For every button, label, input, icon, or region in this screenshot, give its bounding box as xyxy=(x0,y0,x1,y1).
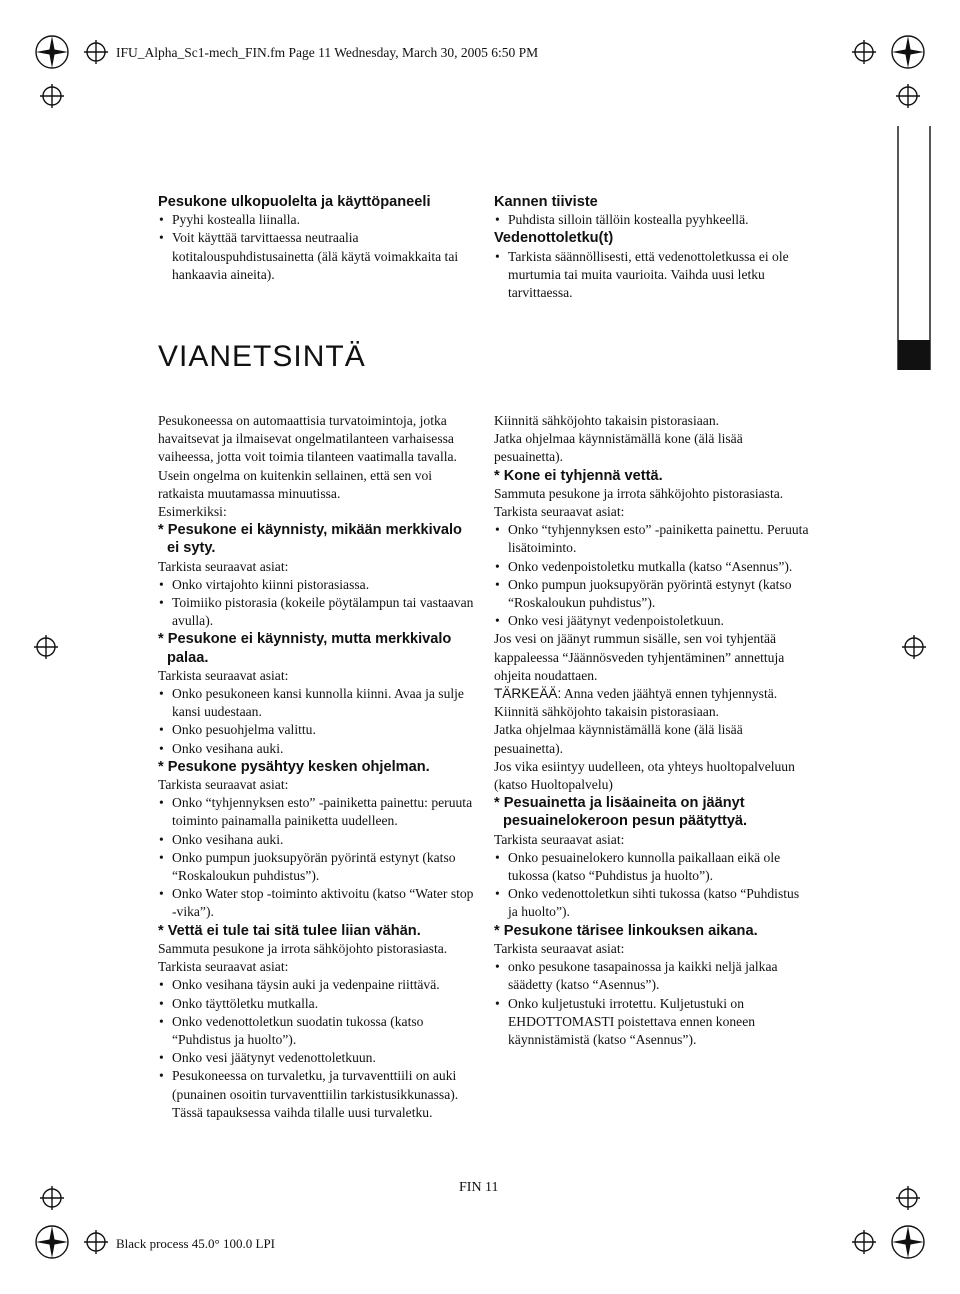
instruction-text: Jos vika esiintyy uudelleen, ota yhteys huoltopalveluun (katso Huoltopalvelu) xyxy=(494,758,795,793)
list-item: • Onko pesuohjelma valittu. xyxy=(158,721,474,739)
seal-hose-section xyxy=(494,193,810,302)
list-item: • Onko virtajohto kiinni pistorasiassa. xyxy=(158,576,474,594)
check-label: Tarkista seuraavat asiat: xyxy=(158,777,289,793)
problem-heading: * Kone ei tyhjennä vettä. xyxy=(494,467,663,484)
troubleshooting-left-column xyxy=(158,412,474,1122)
problem-heading: * Pesukone ei käynnisty, mutta merkkivalo palaa. xyxy=(158,631,452,666)
list-item: • Onko “tyhjennyksen esto” -painiketta painettu: peruuta toiminto painamalla painiketta uudelleen. xyxy=(158,794,474,830)
instruction-text: Jatka ohjelmaa käynnistämällä kone (älä lisää pesuainetta). xyxy=(494,431,743,465)
instruction-text: Jatka ohjelmaa käynnistämällä kone (älä lisää pesuainetta). xyxy=(494,722,743,756)
check-label: Tarkista seuraavat asiat: xyxy=(158,667,289,683)
important-text: Anna veden jäähtyä ennen tyhjennystä. xyxy=(561,686,778,702)
list-item: • Puhdista silloin tällöin kostealla pyyhkeellä. xyxy=(494,211,810,229)
list-item: • Pesukoneessa on turvaletku, ja turvaventtiili on auki (punainen osoitin turvaventtiilin tarkistusikkunassa). Tässä tapauksessa vaihda tilalle uusi turvaletku. xyxy=(158,1067,474,1122)
page-tab-marker xyxy=(898,340,930,370)
inlet-hose-heading: Vedenottoletku(t) xyxy=(494,230,614,247)
list-item: • Onko vedenottoletkun suodatin tukossa (katso “Puhdistus ja huolto”). xyxy=(158,1013,474,1049)
list-item: • Onko Water stop -toiminto aktivoitu (katso “Water stop -vika”). xyxy=(158,885,474,921)
check-label: Tarkista seuraavat asiat: xyxy=(494,940,625,956)
instruction-text: Jos vesi on jäänyt rummun sisälle, sen voi tyhjentää kappaleessa “Jäännösveden tyhjentäminen” annettuja ohjeita noudattaen. xyxy=(494,631,785,683)
troubleshooting-right-column xyxy=(494,412,810,1049)
check-label: Tarkista seuraavat asiat: xyxy=(158,558,289,574)
exterior-cleaning-section xyxy=(158,193,474,284)
list-item: • Onko kuljetustuki irrotettu. Kuljetustuki on EHDOTTOMASTI poistettava ennen koneen käynnistämistä (katso “Asennus”). xyxy=(494,995,810,1050)
exterior-cleaning-heading: Pesukone ulkopuolelta ja käyttöpaneeli xyxy=(158,194,431,210)
print-info: Black process 45.0° 100.0 LPI xyxy=(116,1236,276,1251)
list-item: • Toimiiko pistorasia (kokeile pöytälampun tai vastaavan avulla). xyxy=(158,594,474,630)
list-item: • Onko vesi jäätynyt vedenpoistoletkuun. xyxy=(494,612,810,630)
list-item: • Onko pumpun juoksupyörän pyörintä estynyt (katso “Roskaloukun puhdistus”). xyxy=(158,849,474,885)
problem-heading: * Pesukone ei käynnisty, mikään merkkivalo ei syty. xyxy=(158,522,462,557)
list-item: • Onko vesi jäätynyt vedenottoletkuun. xyxy=(158,1049,474,1067)
list-item: • Onko pesuainelokero kunnolla paikallaan eikä ole tukossa (katso “Puhdistus ja huolto”). xyxy=(494,849,810,885)
intro-text: Pesukoneessa on automaattisia turvatoimintoja, jotka havaitsevat ja ilmaisevat ongelmatilanteen varhaisessa vaiheessa, jotta voit toimia tilanteen vaatimalla tavalla. xyxy=(158,413,457,465)
check-label: Tarkista seuraavat asiat: xyxy=(158,959,289,975)
list-item: • Onko vesihana täysin auki ja vedenpaine riittävä. xyxy=(158,976,474,994)
list-item: • Onko täyttöletku mutkalla. xyxy=(158,995,474,1013)
page-number: FIN 11 xyxy=(459,1180,499,1195)
problem-heading: * Pesukone tärisee linkouksen aikana. xyxy=(494,922,758,939)
list-item: • Onko pesukoneen kansi kunnolla kiinni. Avaa ja sulje kansi uudestaan. xyxy=(158,685,474,721)
list-item: • Pyyhi kostealla liinalla. xyxy=(158,211,474,229)
problem-heading: * Vettä ei tule tai sitä tulee liian vähän. xyxy=(158,922,421,939)
header-file-info: IFU_Alpha_Sc1-mech_FIN.fm Page 11 Wednesday, March 30, 2005 6:50 PM xyxy=(116,45,539,60)
list-item: • Tarkista säännöllisesti, että vedenottoletkussa ei ole murtumia tai muita vaurioita. Vaihda uusi letku tarvittaessa. xyxy=(494,248,810,303)
check-label: Tarkista seuraavat asiat: xyxy=(494,504,625,520)
instruction-text: Sammuta pesukone ja irrota sähköjohto pistorasiasta. xyxy=(494,485,784,501)
list-item: • Onko vedenottoletkun sihti tukossa (katso “Puhdistus ja huolto”). xyxy=(494,885,810,921)
instruction-text: Sammuta pesukone ja irrota sähköjohto pistorasiasta. xyxy=(158,940,448,956)
intro-text-2: Usein ongelma on kuitenkin sellainen, että sen voi ratkaista muutamassa minuutissa. xyxy=(158,467,433,501)
list-item: • Onko vesihana auki. xyxy=(158,831,474,849)
list-item: • Onko vedenpoistoletku mutkalla (katso “Asennus”). xyxy=(494,558,810,576)
important-note xyxy=(494,685,810,703)
example-label: Esimerkiksi: xyxy=(158,504,227,520)
list-item: • Onko vesihana auki. xyxy=(158,740,474,758)
page-title: VIANETSINTÄ xyxy=(158,340,366,373)
list-item: • onko pesukone tasapainossa ja kaikki neljä jalkaa säädetty (katso “Asennus”). xyxy=(494,958,810,994)
list-item: • Voit käyttää tarvittaessa neutraalia kotitalouspuhdistusainetta (älä käytä voimakkaita tai hankaavia aineita). xyxy=(158,229,474,284)
instruction-text: Kiinnitä sähköjohto takaisin pistorasiaan. xyxy=(494,413,720,428)
instruction-text: Kiinnitä sähköjohto takaisin pistorasiaan. xyxy=(494,704,720,720)
list-item: • Onko pumpun juoksupyörän pyörintä estynyt (katso “Roskaloukun puhdistus”). xyxy=(494,576,810,612)
problem-heading: * Pesuainetta ja lisäaineita on jäänyt pesuainelokeroon pesun päätyttyä. xyxy=(494,795,748,830)
lid-seal-heading: Kannen tiiviste xyxy=(494,194,598,210)
important-label: TÄRKEÄÄ: xyxy=(494,686,562,702)
list-item: • Onko “tyhjennyksen esto” -painiketta painettu. Peruuta lisätoiminto. xyxy=(494,521,810,557)
check-label: Tarkista seuraavat asiat: xyxy=(494,831,625,847)
problem-heading: * Pesukone pysähtyy kesken ohjelman. xyxy=(158,758,430,775)
